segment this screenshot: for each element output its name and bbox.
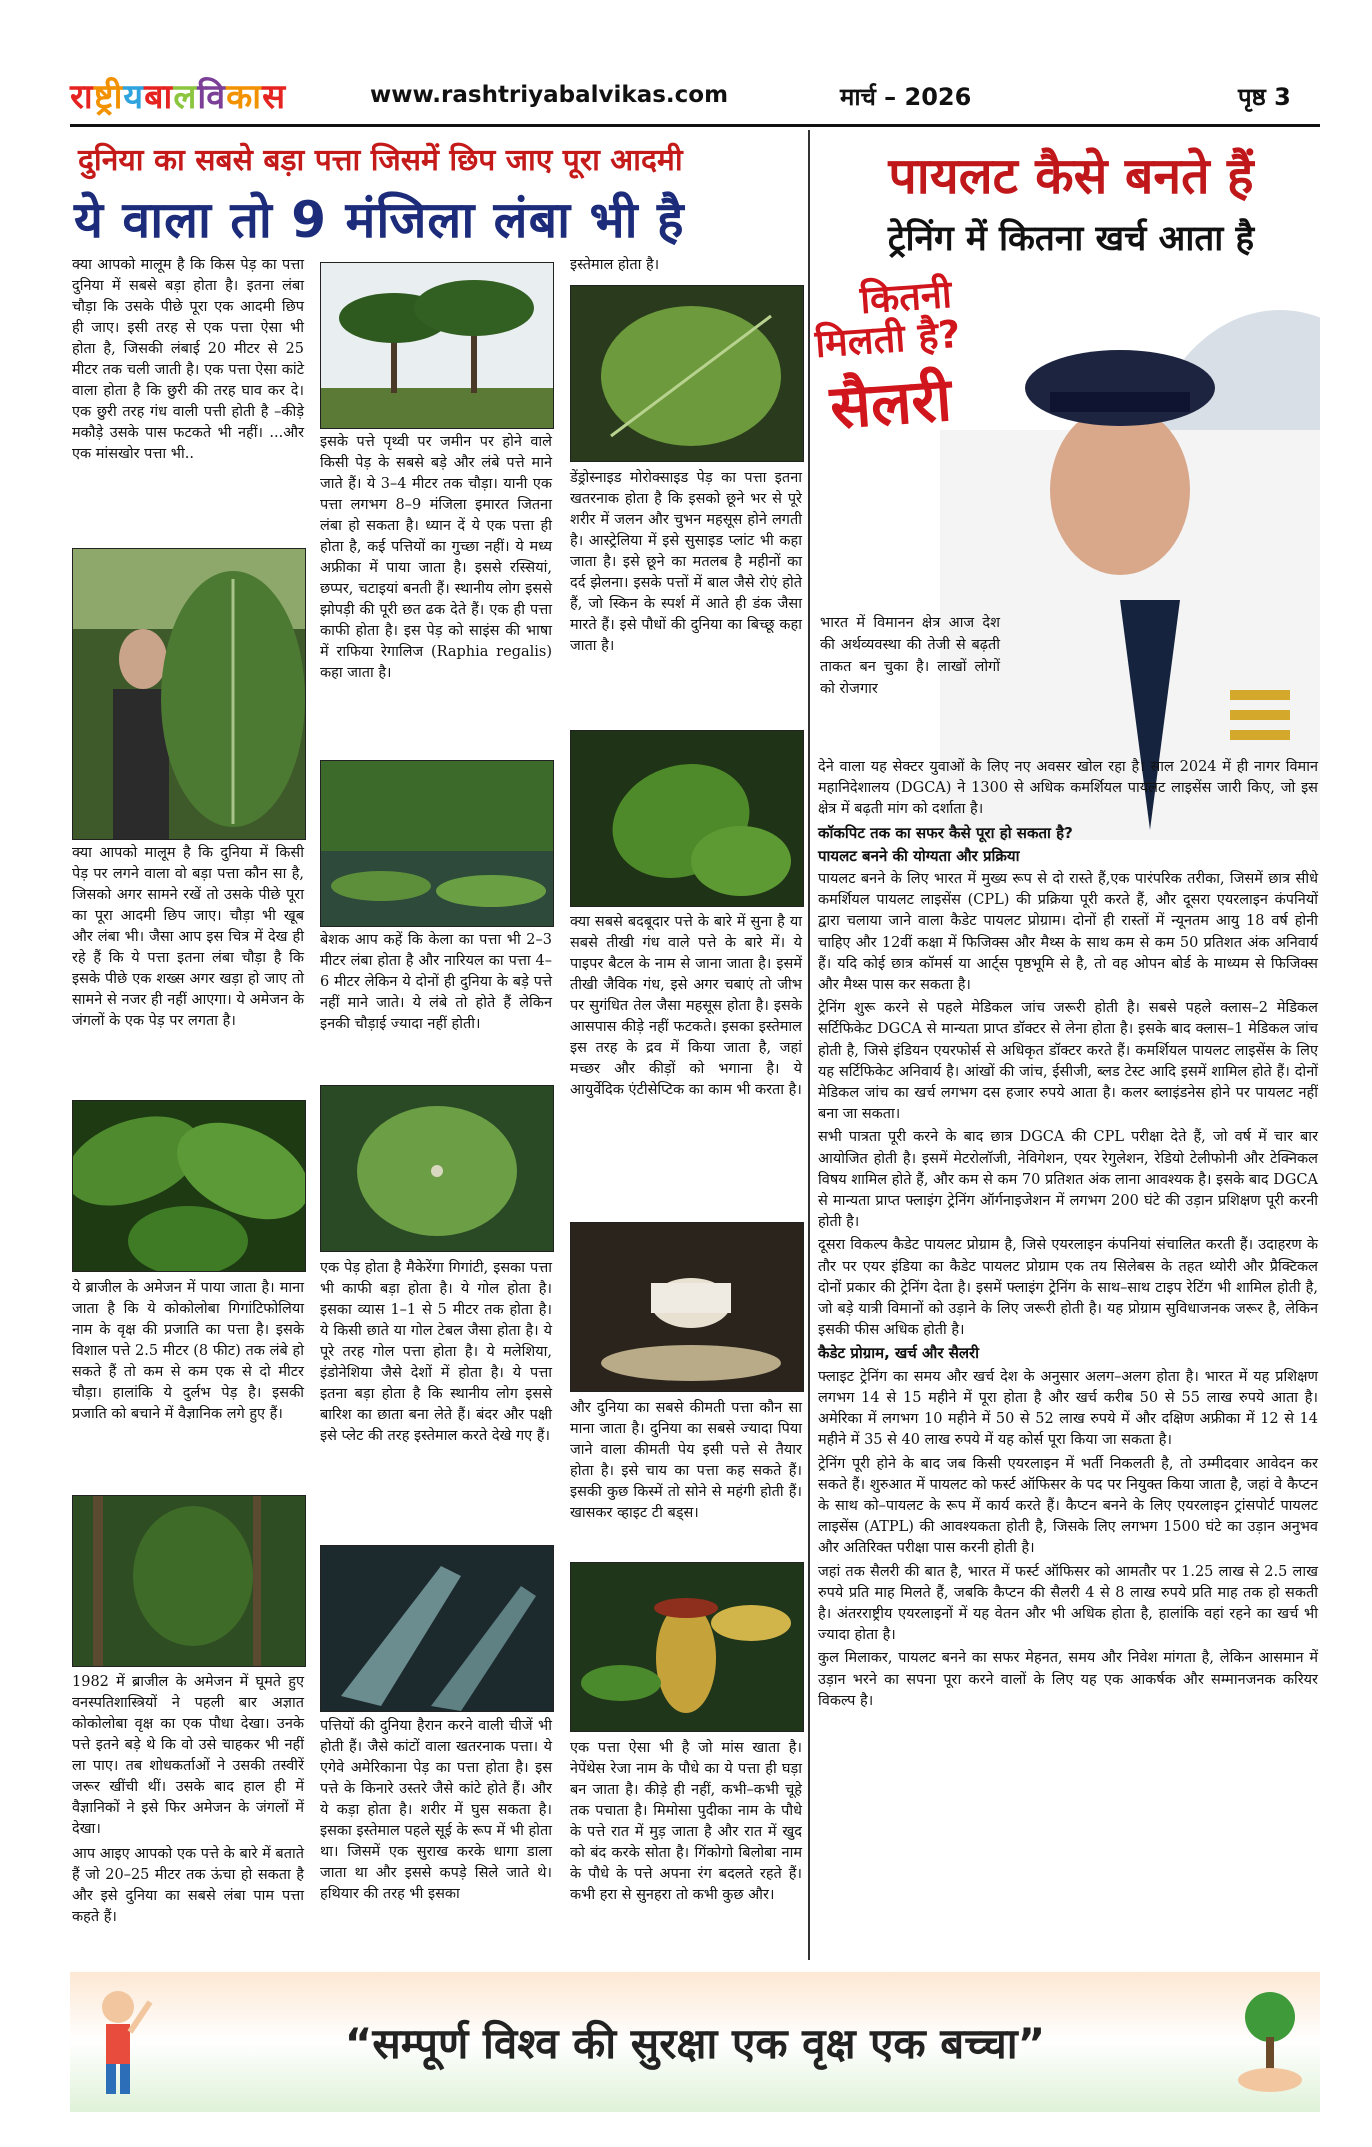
logo-letter: वि bbox=[197, 77, 227, 117]
leaf-article-col2-part3 bbox=[320, 1258, 552, 1451]
paragraph: क्या आपको मालूम है कि किस पेड़ का पत्ता दुनिया में सबसे बड़ा होता है। इतना लंबा चौड़ा कि उसके पीछे पूरा एक आदमी छिप ही जाए। इसी तरह से एक पत्ता ऐसा भी होता है, जिसकी लंबाई 20 मीटर से 25 मीटर तक चली जाती है। एक पत्ता ऐसा कांटे वाला होता है कि छुरी की तरह घाव कर दे। एक छुरी तरह गंध वाली पत्ती होती है –कीड़े मकौड़े उसके पास फटकते भी नहीं। ...और एक मांसखोर पत्ता भी.. bbox=[72, 257, 304, 462]
paragraph: बेशक आप कहें कि केला का पत्ता भी 2–3 मीटर लंबा होता है और नारियल का पत्ता 4–6 मीटर लेकिन ये दोनों ही दुनिया के बड़े पत्ते नहीं माने जाते। ये लंबे तो होते हैं लेकिन इनकी चौड़ाई ज्यादा नहीं होती। bbox=[320, 932, 552, 1032]
paragraph: एक पत्ता ऐसा भी है जो मांस खाता है। नेपेंथेस रेजा नाम के पौधे का ये पत्ता ही घड़ा बन जाता है। कीड़े ही नहीं, कभी–कभी चूहे तक पचाता है। मिमोसा पुदीका नाम के पौधे के पत्ते रात में मुड़ जाता है और रात में खुद को बंद करके सोता है। गिंकोगो बिलोबा नाम के पौधे के पत्ते अपना रंग बदलते रहते हैं। कभी हरा से सुनहरा तो कभी कुछ और। bbox=[570, 1740, 802, 1903]
publication-logo bbox=[70, 72, 286, 118]
pilot-intro: भारत में विमानन क्षेत्र आज देश की अर्थव्यवस्था की तेजी से बढ़ती ताकत बन चुका है। लाखों लोगों को रोजगार bbox=[820, 615, 1000, 697]
leaf-article-col3-part0 bbox=[570, 255, 802, 280]
masthead bbox=[70, 72, 1320, 128]
logo-letter: का bbox=[226, 77, 263, 117]
leaf-article-col1-part3 bbox=[72, 1278, 304, 1429]
leaf-article-col1-part1 bbox=[72, 255, 304, 469]
paragraph: ये ब्राजील के अमेजन में पाया जाता है। माना जाता है कि ये कोकोलोबा गिगांटिफोलिया नाम के वृक्ष की प्रजाति का पत्ता है। इसके विशाल पत्ते 2.5 मीटर (8 फीट) तक लंबे हो सकते हैं तो कम से कम एक से दो मीटर चौड़ा। हालांकि ये दुर्लभ पेड़ है। इसकी प्रजाति को बचाने में वैज्ञानिक लगे हुए हैं। bbox=[72, 1280, 304, 1422]
tea-leaves-photo bbox=[570, 1222, 804, 1392]
salary-question-line1: कितनी bbox=[858, 271, 954, 323]
paragraph: डेंड्रोस्नाइड मोरोक्साइड पेड़ का पत्ता इतना खतरनाक होता है कि इसको छूने भर से पूरे शरीर में जलन और चुभन महसूस होने लगती है। आस्ट्रेलिया में इसे सुसाइड प्लांट भी कहा जाता है। इसे छूने का मतलब है महीनों का दर्द झेलना। इसके पत्तों में बाल जैसे रोएं होते हैं, जो स्किन के स्पर्श में आते ही डंक जैसा मारते हैं। इसे पौधों की दुनिया का बिच्छू कहा जाता है। bbox=[570, 470, 802, 654]
amazon-forest-photo bbox=[72, 1495, 306, 1667]
paragraph: फ्लाइट ट्रेनिंग का समय और खर्च देश के अनुसार अलग–अलग होता है। भारत में यह प्रशिक्षण लगभग 14 से 15 महीने में पूरा होता है और खर्च करीब 50 से 55 लाख रुपये आता है। अमेरिका में लगभग 10 महीने में 50 से 52 लाख रुपये में और दक्षिण अफ्रीका में 12 से 14 महीने में 35 से 40 लाख रुपये में यह कोर्स पूरा किया जा सकता है। bbox=[818, 1368, 1318, 1449]
paragraph: पायलट बनने के लिए भारत में मुख्य रूप से दो रास्ते हैं,एक पारंपरिक तरीका, जिसमें छात्र सीधे कमर्शियल पायलट लाइसेंस (CPL) की प्रक्रिया पूरी करते हैं, और दूसरा एयरलाइन कंपनियों द्वारा चलाया जाने वाला कैडेट पायलट प्रोग्राम। दोनों ही रास्तों में न्यूनतम आयु 18 वर्ष होनी चाहिए और 12वीं कक्षा में फिजिक्स और मैथ्स के साथ कम से कम 50 प्रतिशत अंक अनिवार्य हैं। यदि कोई छात्र कॉमर्स या आर्ट्स पृष्ठभूमि से है, तो वह ओपन बोर्ड के माध्यम से फिजिक्स और मैथ्स पास कर सकता है। bbox=[818, 871, 1318, 994]
paragraph: आप आइए आपको एक पत्ते के बारे में बताते हैं जो 20–25 मीटर तक ऊंचा हो सकता है और इसे दुनिया का सबसे लंबा पाम पत्ता कहते हैं। bbox=[72, 1846, 304, 1925]
paragraph: पत्तियों की दुनिया हैरान करने वाली चीजें भी होती हैं। जैसे कांटों वाला खतरनाक पत्ता। ये एगेवे अमेरिकाना पेड़ का पत्ता होता है। इस पत्ते के किनारे उस्तरे जैसे कांटे होते हैं। और ये कड़ा होता है। शरीर में घुस सकता है। इसका इस्तेमाल पहले सूई के रूप में भी होता था। जिसमें एक सुराख करके धागा डाला जाता था और इससे कपड़े सिले जाते थे। हथियार की तरह भी इसका bbox=[320, 1718, 552, 1902]
leaf-article-kicker: दुनिया का सबसे बड़ा पत्ता जिसमें छिप जाए पूरा आदमी bbox=[78, 143, 683, 178]
footer-slogan: “सम्पूर्ण विश्व की सुरक्षा एक वृक्ष एक बच्चा” bbox=[344, 2019, 1046, 2068]
leaf-article-col3-part4 bbox=[570, 1738, 802, 1910]
paragraph: ट्रेनिंग शुरू करने से पहले मेडिकल जांच जरूरी होती है। सबसे पहले क्लास–2 मेडिकल सर्टिफिकेट DGCA से मान्यता प्राप्त डॉक्टर से लेना होता है। इसके बाद क्लास–1 मेडिकल जांच होती है, जिसे इंडियन एयरफोर्स से अधिकृत डॉक्टर करते हैं। कमर्शियल पायलट लाइसेंस के लिए यह सर्टिफिकेट अनिवार्य है। आंखों की जांच, ईसीजी, ब्लड टेस्ट आदि इसमें शामिल होते हैं। दोनों मेडिकल जांच का खर्च लगभग दस हजार रुपये आता है। कलर ब्लाइंडनेस होने पर पायलट नहीं बना जा सकता। bbox=[818, 1000, 1318, 1123]
macaranga-leaf-photo bbox=[320, 1085, 554, 1252]
logo-letter: बा bbox=[144, 77, 174, 117]
section-heading: कॉकपिट तक का सफर कैसे पूरा हो सकता है? bbox=[818, 823, 1073, 842]
pitcher-plant-photo bbox=[570, 1562, 804, 1732]
pilot-article-title: पायलट कैसे बनते हैं bbox=[888, 147, 1254, 205]
logo-letter: ल bbox=[173, 77, 198, 117]
paragraph: ट्रेनिंग पूरी होने के बाद जब किसी एयरलाइन में भर्ती निकलती है, तो उम्मीदवार आवेदन कर सकते हैं। शुरुआत में पायलट को फर्स्ट ऑफिसर के पद पर नियुक्त किया जाता है, जहां वे कैप्टन के साथ को–पायलट के रूप में कार्य करते हैं। कैप्टन बनने के लिए एयरलाइन ट्रांसपोर्ट पायलट लाइसेंस (ATPL) की आवश्यकता होती है, जिसके लिए लगभग 1500 घंटे का उड़ान अनुभव और अतिरिक्त परीक्षा पास करनी होती है। bbox=[818, 1455, 1318, 1557]
section-heading: पायलट बनने की योग्यता और प्रक्रिया bbox=[818, 846, 1020, 865]
leaf-article-col2-part4 bbox=[320, 1716, 552, 1909]
agave-thorn-leaf-photo bbox=[320, 1545, 554, 1712]
piper-betel-leaf-photo bbox=[570, 730, 804, 907]
paragraph: क्या सबसे बदबूदार पत्ते के बारे में सुना है या सबसे तीखी गंध वाले पत्ते के बारे में। ये पाइपर बैटल के नाम से जाना जाता है। इसमें तीखी जैविक गंध, इसे अगर चबाएं तो जीभ पर सुगंधित तेल जैसा महसूस होता है। इसके आसपास कीड़े नहीं फटकते। इसका इस्तेमाल इस तरह के द्रव में किया जाता है, जहां मच्छर और कीड़ों को भगाना है। ये आयुर्वेदिक एंटीसेप्टिक का काम भी करता है। bbox=[570, 914, 802, 1098]
paragraph: क्या आपको मालूम है कि दुनिया में किसी पेड़ पर लगने वाला वो बड़ा पत्ता कौन सा है, जिसको अगर सामने रखें तो उसके पीछे पूरा का पूरा आदमी छिप जाए। चौड़ा भी खूब और लंबा भी। जैसा आप इस चित्र में देख ही रहे हैं कि ये पत्ता इतना लंबा चौड़ा है कि इसके पीछे एक शख्स अगर खड़ा हो जाए तो सामने से नजर ही नहीं आएगा। ये अमेजन के जंगलों के एक पेड़ पर लगता है। bbox=[72, 845, 304, 1029]
section-heading: कैडेट प्रोग्राम, खर्च और सैलरी bbox=[818, 1344, 980, 1363]
pilot-article-subtitle: ट्रेनिंग में कितना खर्च आता है bbox=[887, 219, 1255, 259]
paragraph: कुल मिलाकर, पायलट बनने का सफर मेहनत, समय और निवेश मांगता है, लेकिन आसमान में उड़ान भरने का सपना पूरा करने वालों के लिए यह एक आकर्षक और सम्मानजनक करियर विकल्प है। bbox=[818, 1650, 1318, 1709]
website-url[interactable]: www.rashtriyabalvikas.com bbox=[370, 82, 729, 108]
paragraph: दूसरा विकल्प कैडेट पायलट प्रोग्राम है, जिसे एयरलाइन कंपनियां संचालित करती हैं। उदाहरण के तौर पर एयर इंडिया का कैडेट पायलट प्रोग्राम एक तय सिलेबस के तहत थ्योरी और प्रैक्टिकल दोनों प्रकार की ट्रेनिंग देता है। इसमें फ्लाइंग ट्रेनिंग के साथ–साथ टाइप रेटिंग भी शामिल होती है, जो बड़े यात्री विमानों को उड़ाने के लिए जरूरी होती है। यह प्रोग्राम सुविधाजनक जरूर है, लेकिन इसकी फीस अधिक होती है। bbox=[818, 1237, 1318, 1339]
leaf-article-headline: ये वाला तो 9 मंजिला लंबा भी है bbox=[74, 191, 685, 249]
pilot-article-body bbox=[818, 757, 1318, 1714]
coccoloba-leaves-photo bbox=[72, 1100, 306, 1272]
paragraph: और दुनिया का सबसे कीमती पत्ता कौन सा माना जाता है। दुनिया का सबसे ज्यादा पिया जाने वाला कीमती पेय इसी पत्ते से तैयार होता है। इसे चाय का पत्ता कह सकते हैं। इसकी कुछ किस्में तो सोने से महंगी होती हैं। खासकर व्हाइट टी बड्स। bbox=[570, 1400, 802, 1521]
salary-question-line2: मिलती है? bbox=[813, 311, 962, 367]
paragraph: एक पेड़ होता है मैकेरेंगा गिगांटी, इसका पत्ता भी काफी बड़ा होता है। ये गोल होता है। इसका व्यास 1–1 से 5 मीटर तक होता है। ये किसी छाते या गोल टेबल जैसा होता है। ये पूरे तरह गोल पत्ता होता है। ये मलेशिया, इंडोनेशिया जैसे देशों में होता है। ये पत्ता इतना बड़ा होता है कि स्थानीय लोग इससे बारिश का छाता बना लेते हैं। बंदर और पक्षी इसे प्लेट की तरह इस्तेमाल करते देखे गए हैं। bbox=[320, 1260, 552, 1444]
column-divider bbox=[808, 130, 810, 1960]
paragraph: इस्तेमाल होता है। bbox=[570, 257, 660, 273]
paragraph: देने वाला यह सेक्टर युवाओं के लिए नए अवसर खोल रहा है। साल 2024 में ही नागर विमान महानिदेशालय (DGCA) ने 1300 से अधिक कमर्शियल पायलट लाइसेंस जारी किए, जो इस क्षेत्र में बढ़ती मांग को दर्शाता है। bbox=[818, 759, 1318, 818]
leaf-article-col1-part4 bbox=[72, 1672, 304, 1932]
footer-banner bbox=[70, 1972, 1320, 2112]
stinging-tree-leaf-photo bbox=[570, 285, 804, 462]
water-lily-pads-photo bbox=[320, 760, 554, 927]
leaf-article-col2-part1 bbox=[320, 432, 552, 688]
leaf-article-col3-part3 bbox=[570, 1398, 802, 1528]
leaf-article-col3-part2 bbox=[570, 912, 802, 1105]
logo-letter: ष्ट्री bbox=[93, 77, 124, 117]
paragraph: इसके पत्ते पृथ्वी पर जमीन पर होने वाले किसी पेड़ के सबसे बड़े और लंबे पत्ते माने जाते हैं। ये 3–4 मीटर तक चौड़ा। यानी एक पत्ता लगभग 8–9 मंजिला इमारत जितना लंबा हो सकता है। ध्यान दें ये एक पत्ता ही होता है, कई पत्तियों का गुच्छा नहीं। ये मध्य अफ्रीका में पाया जाता है। इससे रस्सियां, छप्पर, चटाइयां बनती हैं। स्थानीय लोग इससे झोपड़ी की पूरी छत ढक देते हैं। एक ही पत्ता काफी होता है। इस पेड़ को साइंस की भाषा में राफिया रेगालिज (Raphia regalis) कहा जाता है। bbox=[320, 434, 552, 681]
salary-word: सैलरी bbox=[827, 364, 954, 444]
masthead-divider bbox=[70, 124, 1320, 127]
logo-letter: रा bbox=[70, 77, 94, 117]
leaf-article-col3-part1 bbox=[570, 468, 802, 661]
issue-date: मार्च – 2026 bbox=[840, 83, 972, 111]
paragraph: सभी पात्रता पूरी करने के बाद छात्र DGCA की CPL परीक्षा देते हैं, जो वर्ष में चार बार आयोजित होती है। इसमें मेटरोलॉजी, नेविगेशन, एयर रेगुलेशन, रेडियो टेलीफोनी और टेक्निकल विषय शामिल होते हैं, और कम से कम 70 प्रतिशत अंक लाना आवश्यक है। इसके बाद DGCA से मान्यता प्राप्त फ्लाइंग ट्रेनिंग ऑर्गनाइजेशन में लगभग 200 घंटे की उड़ान प्रशिक्षण पूरी करनी होती है। bbox=[818, 1129, 1318, 1231]
paragraph: जहां तक सैलरी की बात है, भारत में फर्स्ट ऑफिसर को आमतौर पर 1.25 लाख से 2.5 लाख रुपये प्रति माह मिलते हैं, जबकि कैप्टन की सैलरी 4 से 8 लाख रुपये प्रति माह तक हो सकती है। अंतरराष्ट्रीय एयरलाइनों में यह वेतन और भी अधिक होता है, हालांकि वहां रहने का खर्च भी ज्यादा होता है। bbox=[818, 1563, 1319, 1644]
raphia-palm-photo bbox=[320, 262, 554, 429]
logo-letter: य bbox=[123, 77, 145, 117]
giant-leaf-man-photo bbox=[72, 548, 306, 840]
leaf-article-col2-part2 bbox=[320, 930, 552, 1039]
tree-in-hand-icon bbox=[1230, 1982, 1310, 2102]
page-number: पृष्ठ 3 bbox=[1238, 83, 1291, 111]
paragraph: 1982 में ब्राजील के अमेजन में घूमते हुए वनस्पतिशास्त्रियों ने पहली बार अज्ञात कोकोलोबा वृक्ष का एक पौधा देखा। उनके पत्ते इतने बड़े थे कि वो उसे चाहकर भी नहीं ला पाए। तब शोधकर्ताओं ने उसकी तस्वीरें जरूर खींची थीं। उसके बाद हाल ही में वैज्ञानिकों ने इसे फिर अमेजन के जंगलों में देखा। bbox=[72, 1674, 304, 1837]
leaf-article-col1-part2 bbox=[72, 843, 304, 1036]
logo-letter: स bbox=[262, 77, 287, 117]
